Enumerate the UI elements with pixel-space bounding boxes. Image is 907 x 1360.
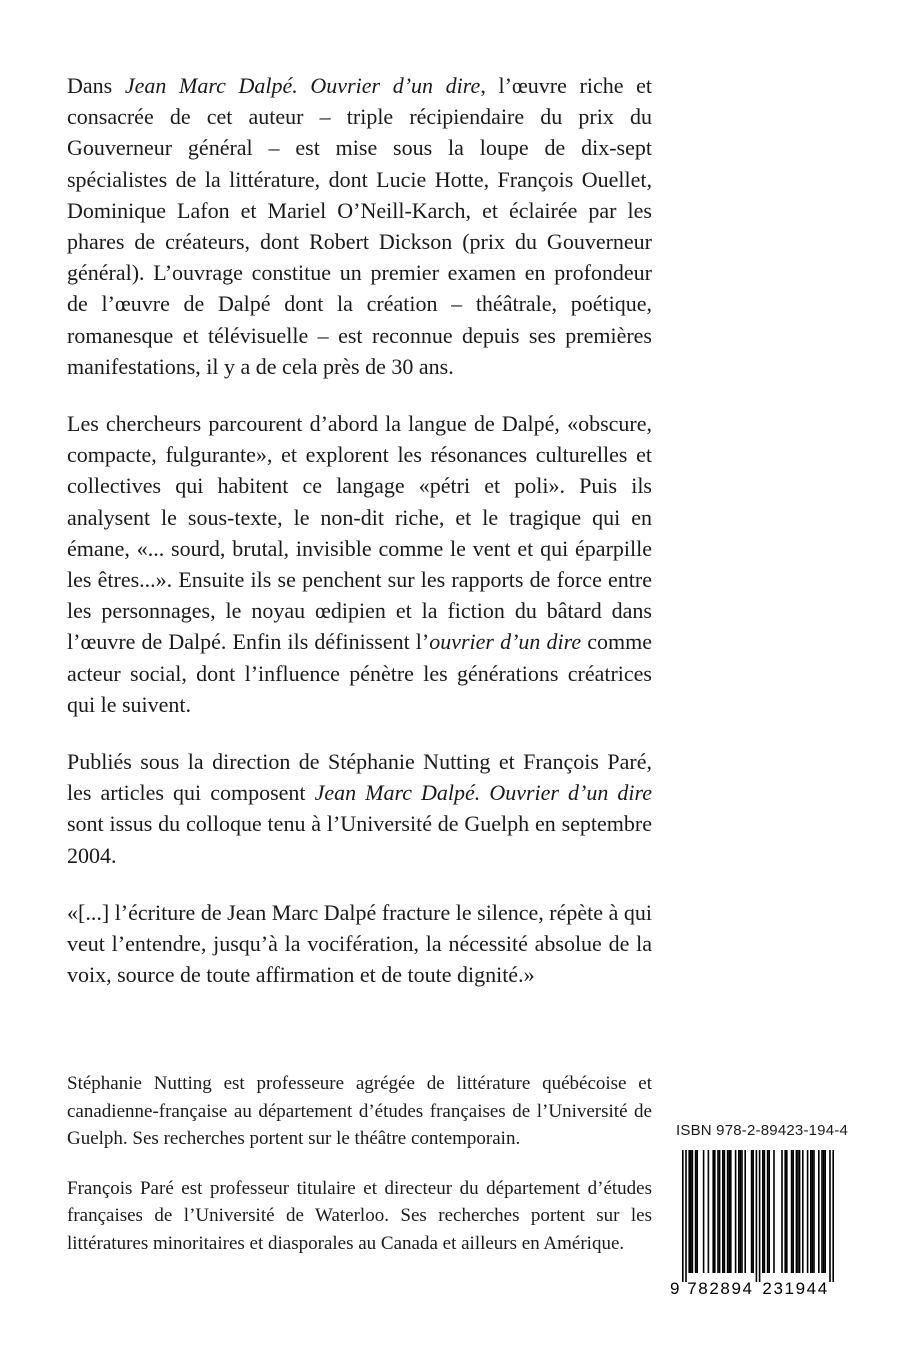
barcode-bar — [768, 1150, 770, 1273]
barcode-bar — [829, 1150, 831, 1282]
barcode-bar — [719, 1150, 721, 1273]
barcode-bar — [791, 1150, 793, 1273]
pull-quote: «[...] l’écriture de Jean Marc Dalpé fracture le silence, répète à qui veut l’entendre, jusqu’à la vocifération, la nécessité absolue de la voix, source de toute affirmation et de toute dignité.» — [67, 899, 652, 988]
barcode-bar — [784, 1150, 786, 1273]
barcode-bar — [730, 1150, 732, 1273]
barcode-bar — [812, 1150, 814, 1273]
p2-emphasis: ouvrier d’un dire — [429, 629, 582, 655]
barcode-bar — [762, 1150, 764, 1273]
p3-text-start: Publiés sous la direction de Stéphanie Nutting et François Paré, les articles qui composent — [67, 749, 652, 806]
barcode-bar — [708, 1150, 710, 1273]
barcode-bar — [751, 1150, 753, 1273]
barcode-bar — [818, 1150, 820, 1273]
barcode-bar — [685, 1150, 687, 1282]
barcode-bar — [703, 1150, 705, 1273]
barcode-bar — [738, 1150, 740, 1273]
barcode-bar — [813, 1150, 815, 1273]
description-paragraph-2 — [67, 408, 652, 720]
barcode-bar — [792, 1150, 794, 1273]
barcode-bar — [722, 1150, 724, 1273]
barcode-bar — [807, 1150, 809, 1273]
barcode-bar — [744, 1150, 746, 1273]
barcode-bar — [759, 1150, 761, 1282]
barcode-bar — [767, 1150, 769, 1273]
barcode-bar — [773, 1150, 775, 1273]
p2-text-end: comme acteur social, dont l’influence pénètre les générations créatrices qui le suivent. — [67, 629, 652, 717]
barcode-digits-right: 231944 — [762, 1279, 829, 1298]
bio-pare: François Paré est professeur titulaire et directeur du département d’études françaises de l’Université de Waterloo. Ses recherches portent sur les littératures minoritaires et diasporales au Canada et ailleurs en Amérique. — [67, 1177, 652, 1254]
barcode-bar — [727, 1150, 729, 1273]
barcode-bar — [712, 1150, 714, 1273]
p1-text-start: Dans — [67, 73, 125, 98]
barcode-bar — [752, 1150, 754, 1273]
bio-nutting: Stéphanie Nutting est professeure agrégée de littérature québécoise et canadienne-française au département d’études françaises de l’Université de Guelph. Ses recherches portent sur le théâtre contemporain. — [67, 1073, 652, 1149]
barcode-bar — [696, 1150, 698, 1273]
p2-text-start: Les chercheurs parcourent d’abord la langue de Dalpé, «obscure, compacte, fulgurante», et explorent les résonances culturelles et collectives qui habitent ce langage «pétri et poli». Puis ils analysent le sous-texte, le non-dit riche, et le tragique qui en émane, «... sourd, brutal, invisible comme le vent et qui éparpille les êtres...». Ensuite ils se penchent sur les rapports de force entre les personnages, le noyau œdipien et la fiction du bâtard dans l’œuvre de Dalpé. Enfin ils définissent l’ — [67, 411, 652, 655]
barcode-bars — [682, 1150, 834, 1282]
barcode-bar — [821, 1150, 823, 1273]
barcode-bar — [692, 1150, 694, 1273]
barcode-bar — [786, 1150, 788, 1273]
barcode-bar — [714, 1150, 716, 1273]
barcode-bar — [735, 1150, 737, 1273]
barcode-graphic — [668, 1150, 840, 1300]
book-title: Jean Marc Dalpé. Ouvrier d’un dire — [124, 73, 481, 98]
p3-text-end: sont issus du colloque tenu à l’Université de Guelph en septembre 2004. — [67, 811, 652, 868]
barcode-digit-lead: 9 — [670, 1279, 680, 1298]
barcode-bar — [741, 1150, 743, 1273]
author-bios — [67, 1070, 652, 1279]
book-title: Jean Marc Dalpé. Ouvrier d’un dire — [314, 780, 653, 806]
barcode-bar — [682, 1150, 684, 1282]
barcode-bar — [781, 1150, 783, 1273]
barcode-bar — [824, 1150, 826, 1273]
barcode-bar — [717, 1150, 719, 1273]
barcode-bar — [802, 1150, 804, 1273]
description-paragraph-3 — [67, 746, 652, 871]
barcode-bar — [688, 1150, 690, 1273]
back-cover-description — [67, 70, 652, 990]
p1-text-end: , l’œuvre riche et consacrée de cet auteur – triple récipiendaire du prix du Gouverneur général – est mise sous la loupe de dix-sept spécialistes de la littérature, dont Lucie Hotte, François Ouellet, Dominique Lafon et Mariel O’Neill-Karch, et éclairée par les phares de créateurs, dont Robert Dickson (prix du Gouverneur général). L’ouvrage constitue un premier examen en profondeur de l’œuvre de Dalpé dont la création – théâtrale, poétique, romanesque et télévisuelle – est reconnue depuis ses premières manifestations, il y a de cela près de 30 ans. — [67, 73, 653, 379]
description-paragraph-1 — [67, 70, 652, 382]
barcode-bar — [796, 1150, 798, 1273]
barcode-bar — [810, 1150, 812, 1273]
barcode-bar — [740, 1150, 742, 1273]
barcode-bar — [832, 1150, 834, 1282]
barcode-digits-left: 782894 — [687, 1279, 754, 1298]
barcode-bar — [756, 1150, 758, 1282]
barcode-bar — [724, 1150, 726, 1273]
barcode-bar — [764, 1150, 766, 1273]
barcode-bar — [797, 1150, 799, 1273]
barcode — [668, 1150, 840, 1300]
barcode-bar — [823, 1150, 825, 1273]
barcode-bar — [690, 1150, 692, 1273]
barcode-bar — [799, 1150, 801, 1273]
barcode-bar — [695, 1150, 697, 1273]
barcode-bar — [728, 1150, 730, 1273]
isbn-label: ISBN 978-2-89423-194-4 — [676, 1122, 849, 1139]
